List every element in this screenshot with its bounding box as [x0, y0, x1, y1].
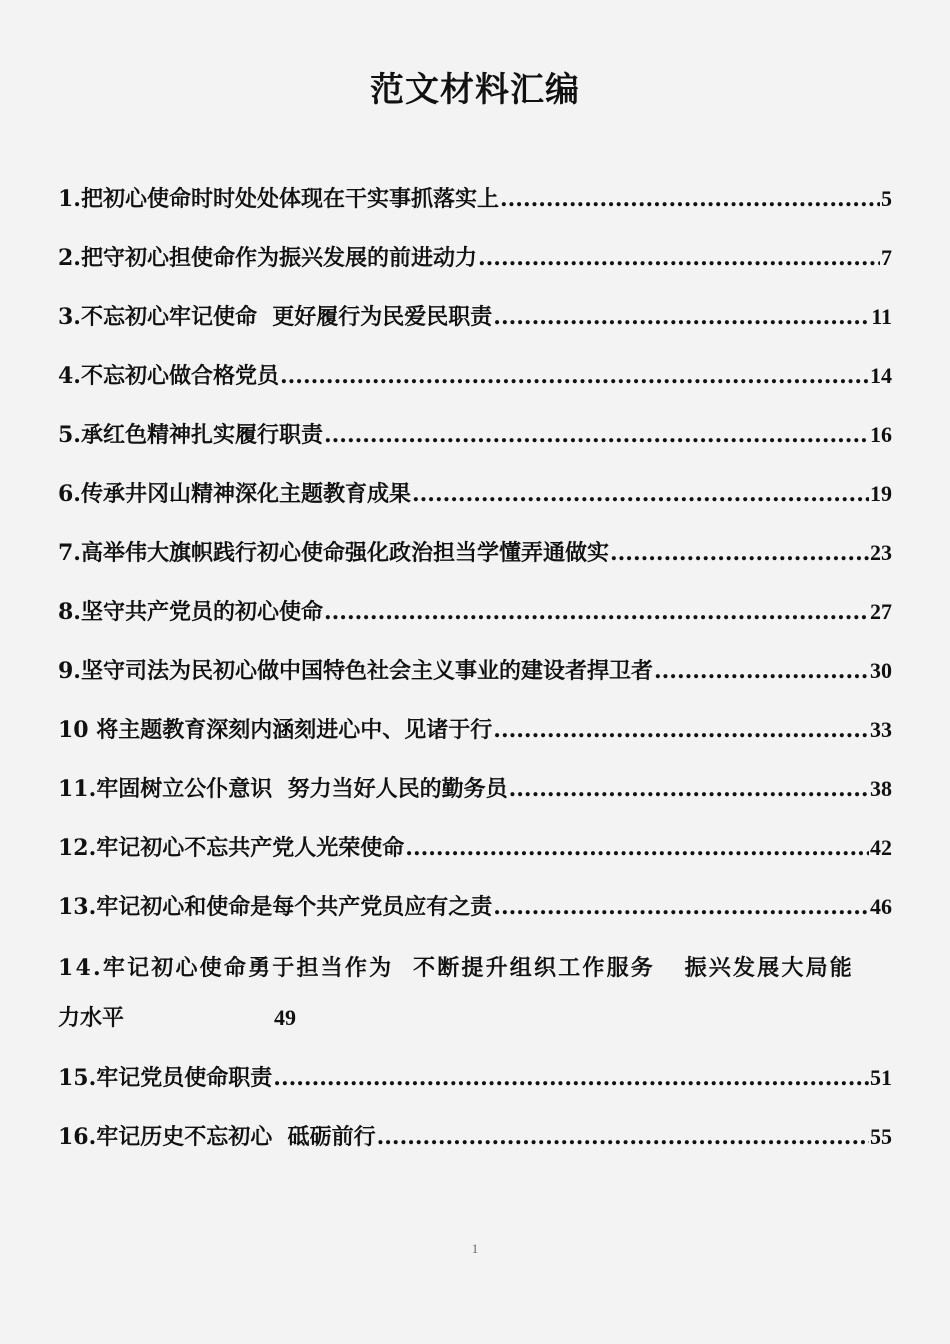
toc-leader-dots — [493, 304, 870, 330]
toc-leader-dots — [405, 835, 869, 861]
toc-leader-dots — [478, 245, 880, 271]
toc-entry-title: 1.把初心使命时时处处体现在干实事抓落实上 — [58, 186, 499, 212]
toc-leader-dots — [509, 776, 869, 802]
toc-entry-title: 10 将主题教育深刻内涵刻进心中、见诸于行 — [58, 717, 493, 743]
toc-entry-12[interactable] — [58, 831, 892, 867]
page-title: 范文材料汇编 — [370, 70, 580, 110]
toc-entry-8[interactable] — [58, 595, 892, 631]
toc-leader-dots — [493, 717, 869, 743]
toc-entry-title: 2.把守初心担使命作为振兴发展的前进动力 — [58, 245, 477, 271]
toc-entry-5[interactable] — [58, 418, 892, 454]
toc-leader-dots — [412, 481, 869, 507]
toc-entry-title: 9.坚守司法为民初心做中国特色社会主义事业的建设者捍卫者 — [58, 658, 653, 684]
toc-entry-page: 51 — [870, 1065, 892, 1090]
toc-entry-page: 55 — [870, 1124, 892, 1149]
toc-leader-dots — [273, 1065, 869, 1091]
toc-entry-1[interactable] — [58, 182, 892, 218]
toc-entry-page: 46 — [870, 894, 892, 919]
toc-entry-3[interactable] — [58, 300, 892, 336]
toc-leader-dots — [500, 186, 880, 212]
toc-entry-title: 11.牢固树立公仆意识 努力当好人民的勤务员 — [58, 776, 508, 802]
toc-entry-title: 5.承红色精神扎实履行职责 — [58, 422, 323, 448]
toc-leader-dots — [654, 658, 869, 684]
toc-entry-title: 16.牢记历史不忘初心 砥砺前行 — [58, 1124, 376, 1150]
toc-entry-2[interactable] — [58, 241, 892, 277]
toc-entry-page: 49 — [274, 1005, 297, 1030]
toc-entry-page: 27 — [870, 599, 892, 624]
toc-entry-11[interactable] — [58, 772, 892, 808]
toc-entry-title: 3.不忘初心牢记使命 更好履行为民爱民职责 — [58, 304, 493, 330]
toc-leader-dots — [324, 422, 869, 448]
toc-entry-9[interactable] — [58, 654, 892, 690]
toc-entry-14[interactable] — [58, 943, 892, 1043]
toc-entry-title: 15.牢记党员使命职责 — [58, 1065, 273, 1091]
toc-entry-6[interactable] — [58, 477, 892, 513]
toc-leader-dots — [377, 1124, 869, 1150]
toc-entry-page: 5 — [881, 186, 892, 211]
toc-entry-title: 7.高举伟大旗帜践行初心使命强化政治担当学懂弄通做实 — [58, 540, 609, 566]
toc-entry-page: 33 — [870, 717, 892, 742]
toc-entry-title: 14.牢记初心使命勇于担当作为 不断提升组织工作服务 振兴发展大局能 — [58, 955, 854, 981]
toc-entry-title-line1 — [58, 943, 892, 993]
toc-entry-page: 38 — [870, 776, 892, 801]
toc-entry-page: 42 — [870, 835, 892, 860]
toc-entry-page: 11 — [871, 304, 892, 329]
toc-entry-title: 4.不忘初心做合格党员 — [58, 363, 279, 389]
toc-entry-title: 13.牢记初心和使命是每个共产党员应有之责 — [58, 894, 493, 920]
toc-entry-15[interactable] — [58, 1061, 892, 1097]
toc-entry-title: 12.牢记初心不忘共产党人光荣使命 — [58, 835, 405, 861]
toc-entry-title-continued: 力水平 — [58, 1005, 125, 1031]
toc-entry-title: 6.传承井冈山精神深化主题教育成果 — [58, 481, 411, 507]
toc-entry-7[interactable] — [58, 536, 892, 572]
toc-entry-title-line2 — [58, 993, 892, 1043]
toc-entry-page: 14 — [870, 363, 892, 388]
toc-entry-16[interactable] — [58, 1120, 892, 1156]
toc-entry-page: 23 — [870, 540, 892, 565]
toc-entry-page: 30 — [870, 658, 892, 683]
toc-entry-13[interactable] — [58, 890, 892, 926]
toc-leader-dots — [324, 599, 869, 625]
toc-entry-10[interactable] — [58, 713, 892, 749]
toc-leader-dots — [280, 363, 869, 389]
toc-entry-page: 19 — [870, 481, 892, 506]
toc-entry-4[interactable] — [58, 359, 892, 395]
toc-entry-page: 7 — [881, 245, 892, 270]
toc-leader-dots — [493, 894, 869, 920]
toc-leader-dots — [610, 540, 869, 566]
footer-page-number: 1 — [471, 1241, 479, 1256]
toc-entry-page: 16 — [870, 422, 892, 447]
toc-entry-title: 8.坚守共产党员的初心使命 — [58, 599, 323, 625]
